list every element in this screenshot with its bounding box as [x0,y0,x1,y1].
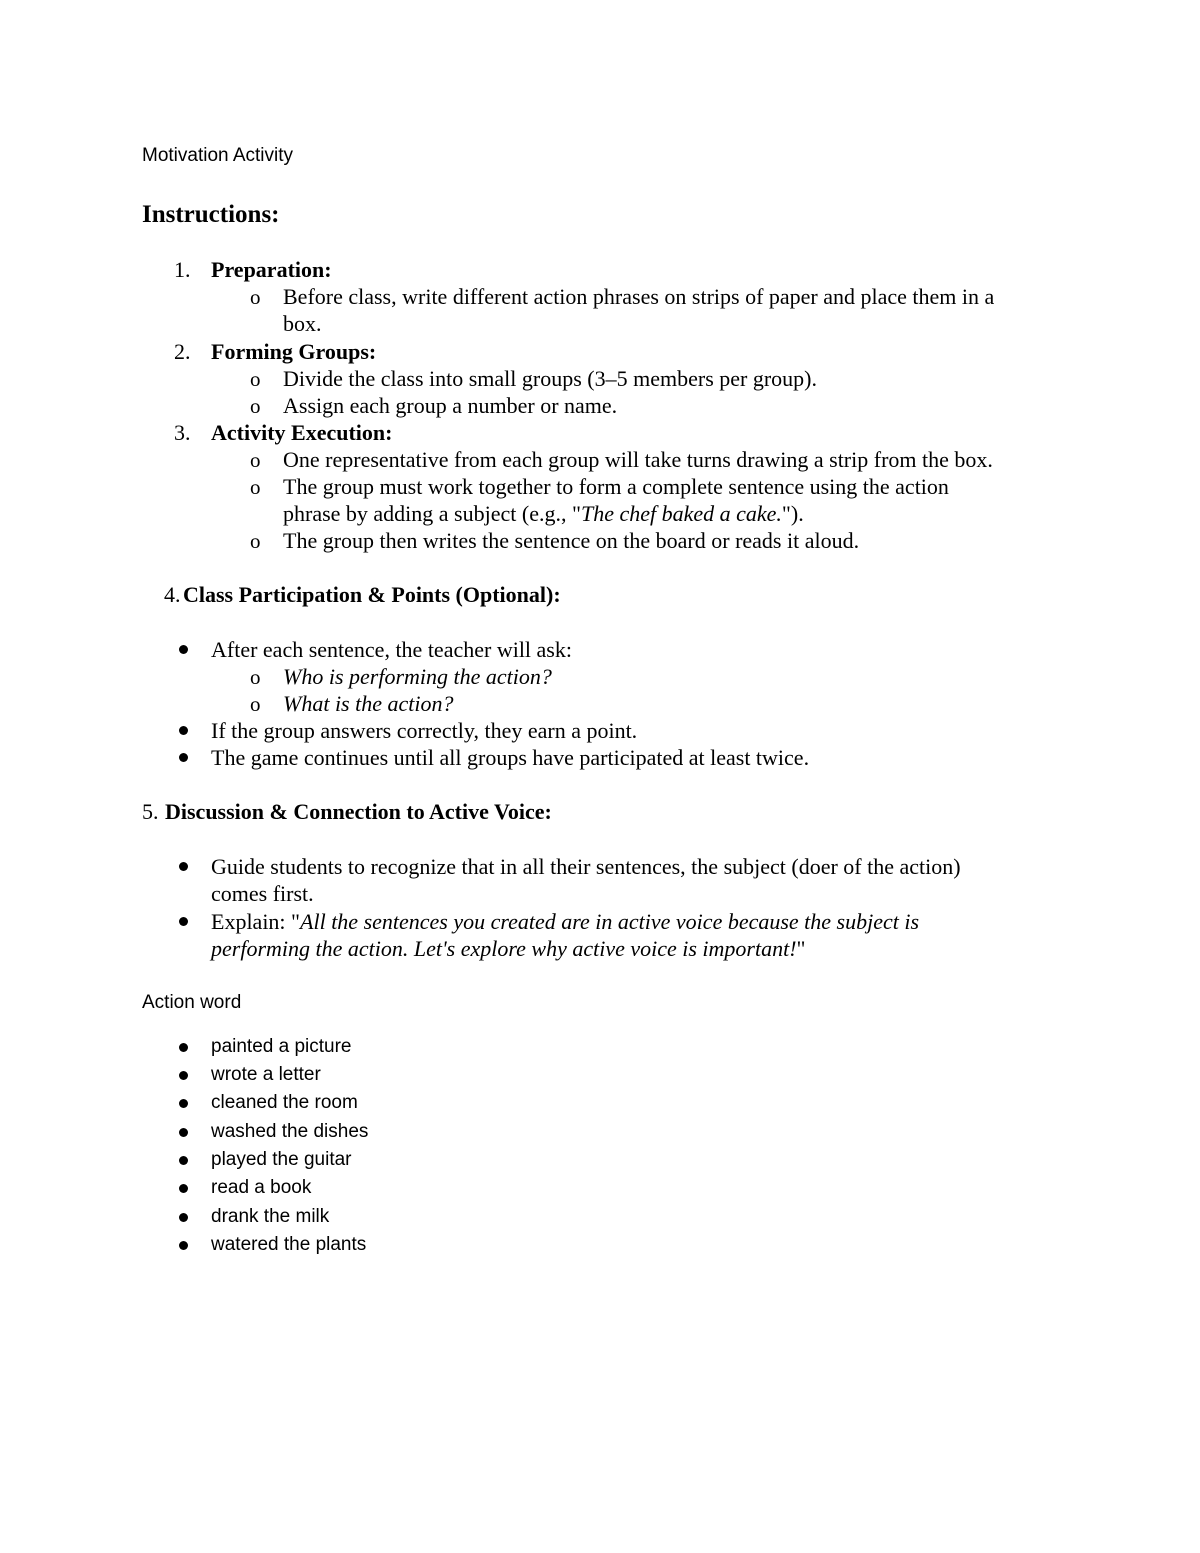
example-sentence: The chef baked a cake. [580,501,782,526]
explain-prefix: Explain: " [211,909,301,934]
bullet-dot-icon [179,1184,188,1193]
sub-bullet-marker: o [250,665,261,689]
step-item-text: The group then writes the sentence on the board or reads it aloud. [283,528,860,553]
action-word-item: played the guitar [211,1149,352,1170]
bullet-dot-icon [179,1043,188,1052]
sub-bullet-marker: o [250,692,261,716]
step-heading-preparation: Preparation: [211,257,332,282]
sub-bullet-marker: o [250,448,261,472]
bullet-dot-icon [179,1241,188,1250]
bullet-dot-icon [179,645,188,654]
sub-bullet-marker: o [250,367,261,391]
sub-bullet-marker: o [250,394,261,418]
step-item-text: Divide the class into small groups (3–5 members per group). [283,366,818,391]
step-item-text: Assign each group a number or name. [283,393,618,418]
bullet-dot-icon [179,753,188,762]
section-heading-class-participation: Class Participation & Points (Optional): [183,582,561,607]
bullet-text-continued: comes first. [211,881,314,906]
document-label: Motivation Activity [142,145,293,166]
example-prefix: phrase by adding a subject (e.g., " [283,501,581,526]
action-word-item: drank the milk [211,1206,330,1227]
explain-suffix: " [796,936,806,961]
sub-bullet-marker: o [250,285,261,309]
teacher-question: What is the action? [283,691,454,716]
action-word-item: watered the plants [211,1234,367,1255]
bullet-text: If the group answers correctly, they earn a point. [211,718,638,743]
step-heading-activity-execution: Activity Execution: [211,420,393,445]
step-item-text-continued [283,503,804,525]
bullet-text: After each sentence, the teacher will ask: [211,637,572,662]
section-number: 4. [164,582,181,607]
step-number: 3. [174,420,191,445]
step-number: 2. [174,339,191,364]
action-word-label: Action word [142,992,242,1013]
step-item-text: Before class, write different action phrases on strips of paper and place them in a [283,284,995,309]
teacher-question: Who is performing the action? [283,664,552,689]
bullet-text: Guide students to recognize that in all their sentences, the subject (doer of the action) [211,854,961,879]
section-heading-discussion: Discussion & Connection to Active Voice: [165,799,552,824]
bullet-dot-icon [179,917,188,926]
example-suffix: "). [781,501,804,526]
explain-quote-continued: performing the action. Let's explore why active voice is important! [211,936,797,961]
step-item-text: The group must work together to form a complete sentence using the action [283,474,949,499]
bullet-dot-icon [179,862,188,871]
sub-bullet-marker: o [250,529,261,553]
bullet-dot-icon [179,1128,188,1137]
bullet-dot-icon [179,726,188,735]
explain-quote: All the sentences you created are in active voice because the subject is [300,909,920,934]
instructions-title: Instructions: [142,201,280,228]
bullet-dot-icon [179,1213,188,1222]
section-number: 5. [142,799,159,824]
bullet-dot-icon [179,1156,188,1165]
step-item-text-continued: box. [283,311,322,336]
bullet-text [211,911,919,933]
sub-bullet-marker: o [250,475,261,499]
action-word-item: washed the dishes [211,1121,369,1142]
step-number: 1. [174,257,191,282]
bullet-dot-icon [179,1071,188,1080]
action-word-item: wrote a letter [211,1064,321,1085]
action-word-item: painted a picture [211,1036,352,1057]
bullet-text: The game continues until all groups have participated at least twice. [211,745,810,770]
bullet-text-continued [211,938,806,960]
step-item-text: One representative from each group will take turns drawing a strip from the box. [283,447,993,472]
action-word-item: cleaned the room [211,1092,358,1113]
step-heading-forming-groups: Forming Groups: [211,339,377,364]
bullet-dot-icon [179,1099,188,1108]
action-word-item: read a book [211,1177,312,1198]
